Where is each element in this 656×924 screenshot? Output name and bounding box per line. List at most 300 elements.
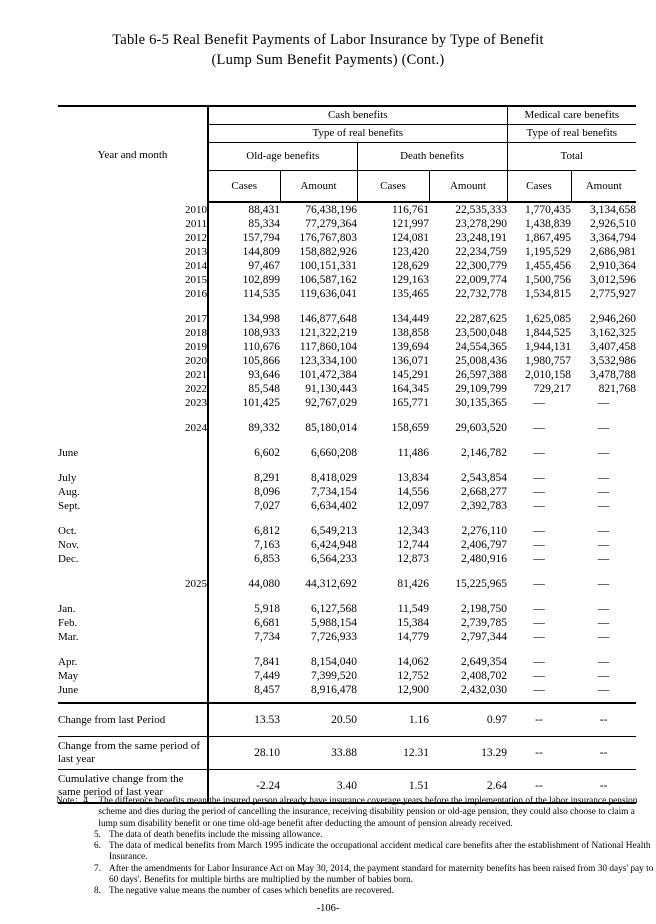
table-row	[58, 273, 636, 287]
row-label: Mar.	[58, 631, 79, 643]
cell-5: 1,438,839	[525, 218, 572, 230]
summary-cell-3: 1.16	[357, 703, 429, 737]
cell-6: —	[597, 684, 610, 696]
cell-6: 3,407,458	[590, 341, 637, 353]
table-row	[58, 683, 636, 697]
cell-5: —	[533, 684, 545, 696]
cell-4: 22,287,625	[455, 313, 508, 325]
row-label: 2025	[185, 578, 207, 590]
cell-2: 6,549,213	[311, 525, 357, 537]
table-summary-body	[58, 703, 636, 803]
footnotes-continued	[56, 830, 656, 898]
cell-2: 92,767,029	[305, 397, 357, 409]
cell-2: 6,564,233	[311, 553, 357, 565]
cell-4: 2,276,110	[461, 525, 508, 537]
cell-6: —	[597, 472, 610, 484]
cell-4: 22,732,778	[455, 288, 508, 300]
row-label: 2017	[185, 313, 207, 325]
cell-2: 101,472,384	[299, 369, 357, 381]
spacer-row	[58, 566, 636, 577]
cell-5: 1,455,456	[525, 260, 572, 272]
cell-6: 3,478,788	[590, 369, 637, 381]
footnote-row	[94, 841, 656, 864]
summary-cell-2: 33.88	[280, 737, 357, 770]
cell-3: 15,384	[397, 617, 429, 629]
row-label: June	[58, 447, 79, 459]
header-death-benefits: Death benefits	[357, 143, 507, 171]
cell-6: —	[597, 553, 610, 565]
footnote-row	[94, 830, 656, 841]
row-label: 2014	[185, 260, 207, 272]
table-row	[58, 217, 636, 231]
cell-2: 121,322,219	[299, 327, 357, 339]
cell-2: 119,636,041	[299, 288, 357, 300]
cell-1: 110,676	[208, 340, 280, 354]
cell-4: 2,739,785	[461, 617, 508, 629]
summary-cell-6: --	[571, 703, 636, 737]
cell-4: 15,225,965	[455, 578, 508, 590]
cell-5: 1,195,529	[525, 246, 572, 258]
cell-6: 821,768	[598, 383, 637, 395]
cell-5: —	[533, 553, 545, 565]
cell-4: 23,500,048	[455, 327, 508, 339]
cell-6: —	[597, 578, 610, 590]
cell-5: 1,844,525	[525, 327, 572, 339]
footnote-row	[94, 886, 656, 897]
cell-4: 29,109,799	[455, 383, 508, 395]
cell-2: 44,312,692	[305, 578, 357, 590]
cell-2: 100,151,331	[299, 260, 357, 272]
table-header	[58, 106, 636, 202]
table-row	[58, 396, 636, 410]
table-row	[58, 669, 636, 683]
table-row	[58, 616, 636, 630]
cell-5: —	[533, 617, 545, 629]
row-label: 2018	[185, 327, 207, 339]
summary-cell-6: --	[571, 770, 636, 804]
spacer-cell	[58, 591, 208, 602]
footnote-number-4: 8.	[94, 886, 101, 897]
summary-cell-2: 3.40	[280, 770, 357, 804]
cell-5: —	[533, 539, 545, 551]
cell-4: 2,797,344	[461, 631, 508, 643]
footnote-first-row	[56, 796, 656, 830]
spacer-cell	[58, 301, 208, 312]
row-label: Aug.	[58, 486, 80, 498]
row-label: 2023	[185, 397, 207, 409]
cell-2: 8,154,040	[311, 656, 357, 668]
spacer-cell	[58, 644, 208, 655]
table-row	[58, 312, 636, 326]
row-label: July	[58, 472, 77, 484]
cell-1: 7,163	[208, 538, 280, 552]
cell-1: 8,096	[208, 485, 280, 499]
header-row-group-1	[58, 106, 636, 125]
table-row	[58, 499, 636, 513]
spacer-cell	[280, 566, 636, 577]
header-total: Total	[507, 143, 636, 171]
row-label: May	[58, 670, 79, 682]
cell-4: 2,146,782	[461, 447, 508, 459]
cell-6: —	[597, 603, 610, 615]
spacer-cell	[208, 566, 280, 577]
summary-cell-1: 13.53	[208, 703, 280, 737]
cell-6: 2,946,260	[590, 313, 637, 325]
cell-1: 44,080	[208, 577, 280, 591]
cell-4: 25,008,436	[455, 355, 508, 367]
cell-6: 3,364,794	[590, 232, 637, 244]
cell-2: 6,424,948	[311, 539, 357, 551]
spacer-cell	[58, 566, 208, 577]
footnote-number-0: 4.	[83, 796, 91, 806]
cell-6: —	[597, 397, 610, 409]
cell-3: 12,900	[397, 684, 429, 696]
summary-cell-2: 20.50	[280, 703, 357, 737]
footnote-text-1: The data of death benefits include the missing allowance.	[109, 829, 323, 840]
cell-2: 5,988,154	[311, 617, 357, 629]
header-death-amount: Amount	[429, 171, 507, 203]
footnote-number-2: 6.	[94, 841, 101, 852]
cell-2: 8,916,478	[311, 684, 357, 696]
cell-4: 29,603,520	[455, 422, 508, 434]
cell-3: 13,834	[397, 472, 429, 484]
spacer-cell	[208, 460, 280, 471]
cell-3: 12,097	[397, 500, 429, 512]
summary-label: Change from last Period	[58, 703, 208, 737]
cell-2: 7,734,154	[311, 486, 357, 498]
spacer-cell	[208, 513, 280, 524]
cell-1: 102,899	[208, 273, 280, 287]
cell-3: 121,997	[391, 218, 429, 230]
table-row	[58, 630, 636, 644]
header-death-cases: Cases	[357, 171, 429, 203]
cell-6: 2,910,364	[590, 260, 637, 272]
cell-2: 7,726,933	[311, 631, 357, 643]
cell-5: —	[533, 422, 545, 434]
spacer-cell	[58, 410, 208, 421]
cell-6: 2,926,510	[590, 218, 637, 230]
spacer-cell	[208, 435, 280, 446]
header-cash-benefits: Cash benefits	[208, 106, 507, 125]
cell-3: 116,761	[392, 204, 429, 216]
cell-5: —	[533, 525, 545, 537]
spacer-cell	[280, 435, 636, 446]
cell-3: 12,744	[397, 539, 429, 551]
cell-5: —	[533, 656, 545, 668]
cell-2: 6,127,568	[311, 603, 357, 615]
spacer-row	[58, 301, 636, 312]
cell-5: 1,867,495	[525, 232, 572, 244]
summary-cell-5: --	[507, 703, 571, 737]
cell-1: 114,535	[208, 287, 280, 301]
table-row	[58, 259, 636, 273]
summary-cell-4: 2.64	[429, 770, 507, 804]
cell-3: 12,343	[397, 525, 429, 537]
cell-6: —	[597, 670, 610, 682]
summary-cell-5: --	[507, 737, 571, 770]
table-row	[58, 340, 636, 354]
row-label: Dec.	[58, 553, 79, 565]
title-line-2: (Lump Sum Benefit Payments) (Cont.)	[211, 52, 445, 68]
cell-2: 85,180,014	[305, 422, 357, 434]
cell-3: 11,486	[397, 447, 429, 459]
header-old-age-amount: Amount	[280, 171, 357, 203]
row-label: 2013	[185, 246, 207, 258]
cell-4: 2,408,702	[461, 670, 508, 682]
spacer-row	[58, 591, 636, 602]
cell-1: 8,457	[208, 683, 280, 697]
cell-6: —	[597, 500, 610, 512]
table-row	[58, 655, 636, 669]
row-label: Nov.	[58, 539, 79, 551]
cell-2: 7,399,520	[311, 670, 357, 682]
spacer-cell	[280, 410, 636, 421]
cell-4: 30,135,365	[455, 397, 508, 409]
row-label: 2011	[185, 218, 207, 230]
cell-1: 97,467	[208, 259, 280, 273]
cell-1: 7,449	[208, 669, 280, 683]
row-label: 2022	[185, 383, 207, 395]
cell-4: 22,234,759	[455, 246, 508, 258]
table-row	[58, 485, 636, 499]
cell-4: 22,535,333	[455, 204, 508, 216]
spacer-cell	[280, 513, 636, 524]
row-label: Sept.	[58, 500, 81, 512]
spacer-cell	[58, 435, 208, 446]
cell-3: 123,420	[391, 246, 429, 258]
cell-2: 123,334,100	[299, 355, 357, 367]
cell-2: 77,279,364	[305, 218, 357, 230]
row-label: 2020	[185, 355, 207, 367]
header-type-of-real-benefits-medical: Type of real benefits	[507, 125, 636, 143]
cell-2: 106,587,162	[299, 274, 357, 286]
cell-6: 3,134,658	[590, 204, 637, 216]
summary-row	[58, 703, 636, 737]
summary-cell-3: 12.31	[357, 737, 429, 770]
spacer-cell	[208, 591, 280, 602]
cell-6: 3,532,986	[590, 355, 637, 367]
spacer-cell	[280, 460, 636, 471]
cell-3: 135,465	[391, 288, 429, 300]
cell-4: 2,543,854	[461, 472, 508, 484]
cell-1: 85,334	[208, 217, 280, 231]
spacer-cell	[58, 460, 208, 471]
cell-1: 105,866	[208, 354, 280, 368]
table-row	[58, 382, 636, 396]
summary-cell-6: --	[571, 737, 636, 770]
note-label: Note：	[56, 796, 84, 806]
table-row	[58, 231, 636, 245]
footnotes	[56, 796, 656, 898]
summary-label: Cumulative change from the same period of last year	[58, 770, 208, 804]
footnote-text-4: The negative value means the number of cases which benefits are recovered.	[109, 886, 394, 897]
spacer-row	[58, 435, 636, 446]
cell-5: —	[533, 603, 545, 615]
row-label: 2012	[185, 232, 207, 244]
table-row	[58, 354, 636, 368]
cell-5: 1,534,815	[525, 288, 572, 300]
cell-4: 22,009,774	[455, 274, 508, 286]
cell-5: 1,500,756	[525, 274, 572, 286]
header-medical-amount: Amount	[571, 171, 636, 203]
cell-2: 76,438,196	[305, 204, 357, 216]
spacer-cell	[280, 301, 636, 312]
table-row	[58, 552, 636, 566]
cell-4: 23,248,191	[455, 232, 508, 244]
cell-3: 134,449	[391, 313, 429, 325]
cell-5: 2,010,158	[525, 369, 572, 381]
cell-1: 89,332	[208, 421, 280, 435]
table-row	[58, 287, 636, 301]
spacer-cell	[208, 410, 280, 421]
cell-2: 6,660,208	[311, 447, 357, 459]
cell-3: 145,291	[391, 369, 429, 381]
spacer-row	[58, 644, 636, 655]
spacer-cell	[208, 644, 280, 655]
table-row	[58, 446, 636, 460]
row-label: Oct.	[58, 525, 77, 537]
cell-6: 2,775,927	[590, 288, 637, 300]
cell-3: 165,771	[391, 397, 429, 409]
row-label: 2021	[185, 369, 207, 381]
cell-2: 158,882,926	[299, 246, 357, 258]
row-label: Feb.	[58, 617, 78, 629]
spacer-cell	[280, 644, 636, 655]
cell-5: —	[533, 397, 545, 409]
cell-2: 6,634,402	[311, 500, 357, 512]
cell-6: —	[597, 656, 610, 668]
cell-2: 117,860,104	[299, 341, 357, 353]
cell-6: 2,686,981	[590, 246, 637, 258]
row-label: Apr.	[58, 656, 78, 668]
cell-1: 144,809	[208, 245, 280, 259]
cell-4: 24,554,365	[455, 341, 508, 353]
cell-1: 134,998	[208, 312, 280, 326]
cell-5: 1,980,757	[525, 355, 572, 367]
table-row	[58, 368, 636, 382]
row-label: June	[58, 684, 79, 696]
cell-5: 1,625,085	[525, 313, 572, 325]
table-row	[58, 602, 636, 616]
cell-2: 8,418,029	[311, 472, 357, 484]
cell-1: 6,602	[208, 446, 280, 460]
cell-3: 81,426	[397, 578, 429, 590]
table-row	[58, 524, 636, 538]
table-row	[58, 202, 636, 217]
summary-label: Change from the same period of last year	[58, 737, 208, 770]
cell-1: 8,291	[208, 471, 280, 485]
cell-1: 93,646	[208, 368, 280, 382]
cell-3: 14,556	[397, 486, 429, 498]
spacer-row	[58, 513, 636, 524]
row-label: 2016	[185, 288, 207, 300]
summary-cell-4: 13.29	[429, 737, 507, 770]
spacer-cell	[280, 591, 636, 602]
row-label: Jan.	[58, 603, 76, 615]
cell-3: 158,659	[391, 422, 429, 434]
footnote-number-1: 5.	[94, 829, 101, 840]
table-row	[58, 538, 636, 552]
header-year-and-month: Year and month	[58, 106, 208, 202]
cell-1: 85,548	[208, 382, 280, 396]
cell-5: —	[533, 670, 545, 682]
cell-1: 5,918	[208, 602, 280, 616]
cell-6: —	[597, 631, 610, 643]
cell-4: 2,668,277	[461, 486, 508, 498]
cell-4: 2,392,783	[461, 500, 508, 512]
spacer-row	[58, 460, 636, 471]
cell-3: 12,873	[397, 553, 429, 565]
table-row	[58, 245, 636, 259]
footnote-text-2: The data of medical benefits from March 1995 indicate the occupational accident medical care benefits after the establishment of National Health Insurance.	[109, 841, 651, 863]
cell-1: 6,853	[208, 552, 280, 566]
statistics-table	[58, 105, 636, 804]
cell-5: —	[533, 578, 545, 590]
cell-3: 136,071	[391, 355, 429, 367]
cell-3: 128,629	[391, 260, 429, 272]
footnote-number-3: 7.	[94, 863, 101, 874]
summary-cell-5: --	[507, 770, 571, 804]
row-label: 2015	[185, 274, 207, 286]
cell-4: 23,278,290	[455, 218, 508, 230]
cell-4: 2,432,030	[461, 684, 508, 696]
cell-3: 11,549	[397, 603, 429, 615]
summary-cell-3: 1.51	[357, 770, 429, 804]
spacer-cell	[208, 301, 280, 312]
cell-4: 26,597,388	[455, 369, 508, 381]
cell-6: —	[597, 486, 610, 498]
table-row	[58, 471, 636, 485]
row-label: 2010	[185, 203, 207, 216]
cell-3: 129,163	[391, 274, 429, 286]
page-number: -106-	[316, 903, 340, 914]
row-label: 2019	[185, 341, 207, 353]
cell-6: 3,012,596	[590, 274, 637, 286]
cell-1: 7,027	[208, 499, 280, 513]
header-medical-cases: Cases	[507, 171, 571, 203]
cell-6: —	[597, 447, 610, 459]
cell-6: —	[597, 617, 610, 629]
cell-5: 1,770,435	[525, 204, 572, 216]
cell-5: —	[533, 472, 545, 484]
cell-5: 729,217	[533, 383, 572, 395]
footnote-text-3: After the amendments for Labor Insurance Act on May 30, 2014, the payment standard for maternity benefits has been raised from 30 days' pay to 60 days'. Benefits for multiple births are multiplied by the number of babies born.	[109, 863, 654, 886]
table-body	[58, 202, 636, 703]
header-medical-care-benefits: Medical care benefits	[507, 106, 636, 125]
summary-row	[58, 737, 636, 770]
footnote-row	[94, 864, 656, 887]
table-row	[58, 577, 636, 591]
cell-4: 22,300,779	[455, 260, 508, 272]
cell-1: 6,812	[208, 524, 280, 538]
cell-1: 101,425	[208, 396, 280, 410]
header-old-age-benefits: Old-age benefits	[208, 143, 357, 171]
cell-3: 124,081	[391, 232, 429, 244]
cell-4: 2,198,750	[461, 603, 508, 615]
spacer-cell	[58, 513, 208, 524]
cell-6: 3,162,325	[590, 327, 637, 339]
cell-2: 91,130,443	[305, 383, 357, 395]
cell-5: —	[533, 631, 545, 643]
header-type-of-real-benefits-cash: Type of real benefits	[208, 125, 507, 143]
cell-3: 14,779	[397, 631, 429, 643]
cell-5: 1,944,131	[525, 341, 572, 353]
cell-1: 88,431	[208, 202, 280, 217]
cell-3: 164,345	[391, 383, 429, 395]
cell-6: —	[597, 539, 610, 551]
cell-5: —	[533, 500, 545, 512]
cell-1: 157,794	[208, 231, 280, 245]
